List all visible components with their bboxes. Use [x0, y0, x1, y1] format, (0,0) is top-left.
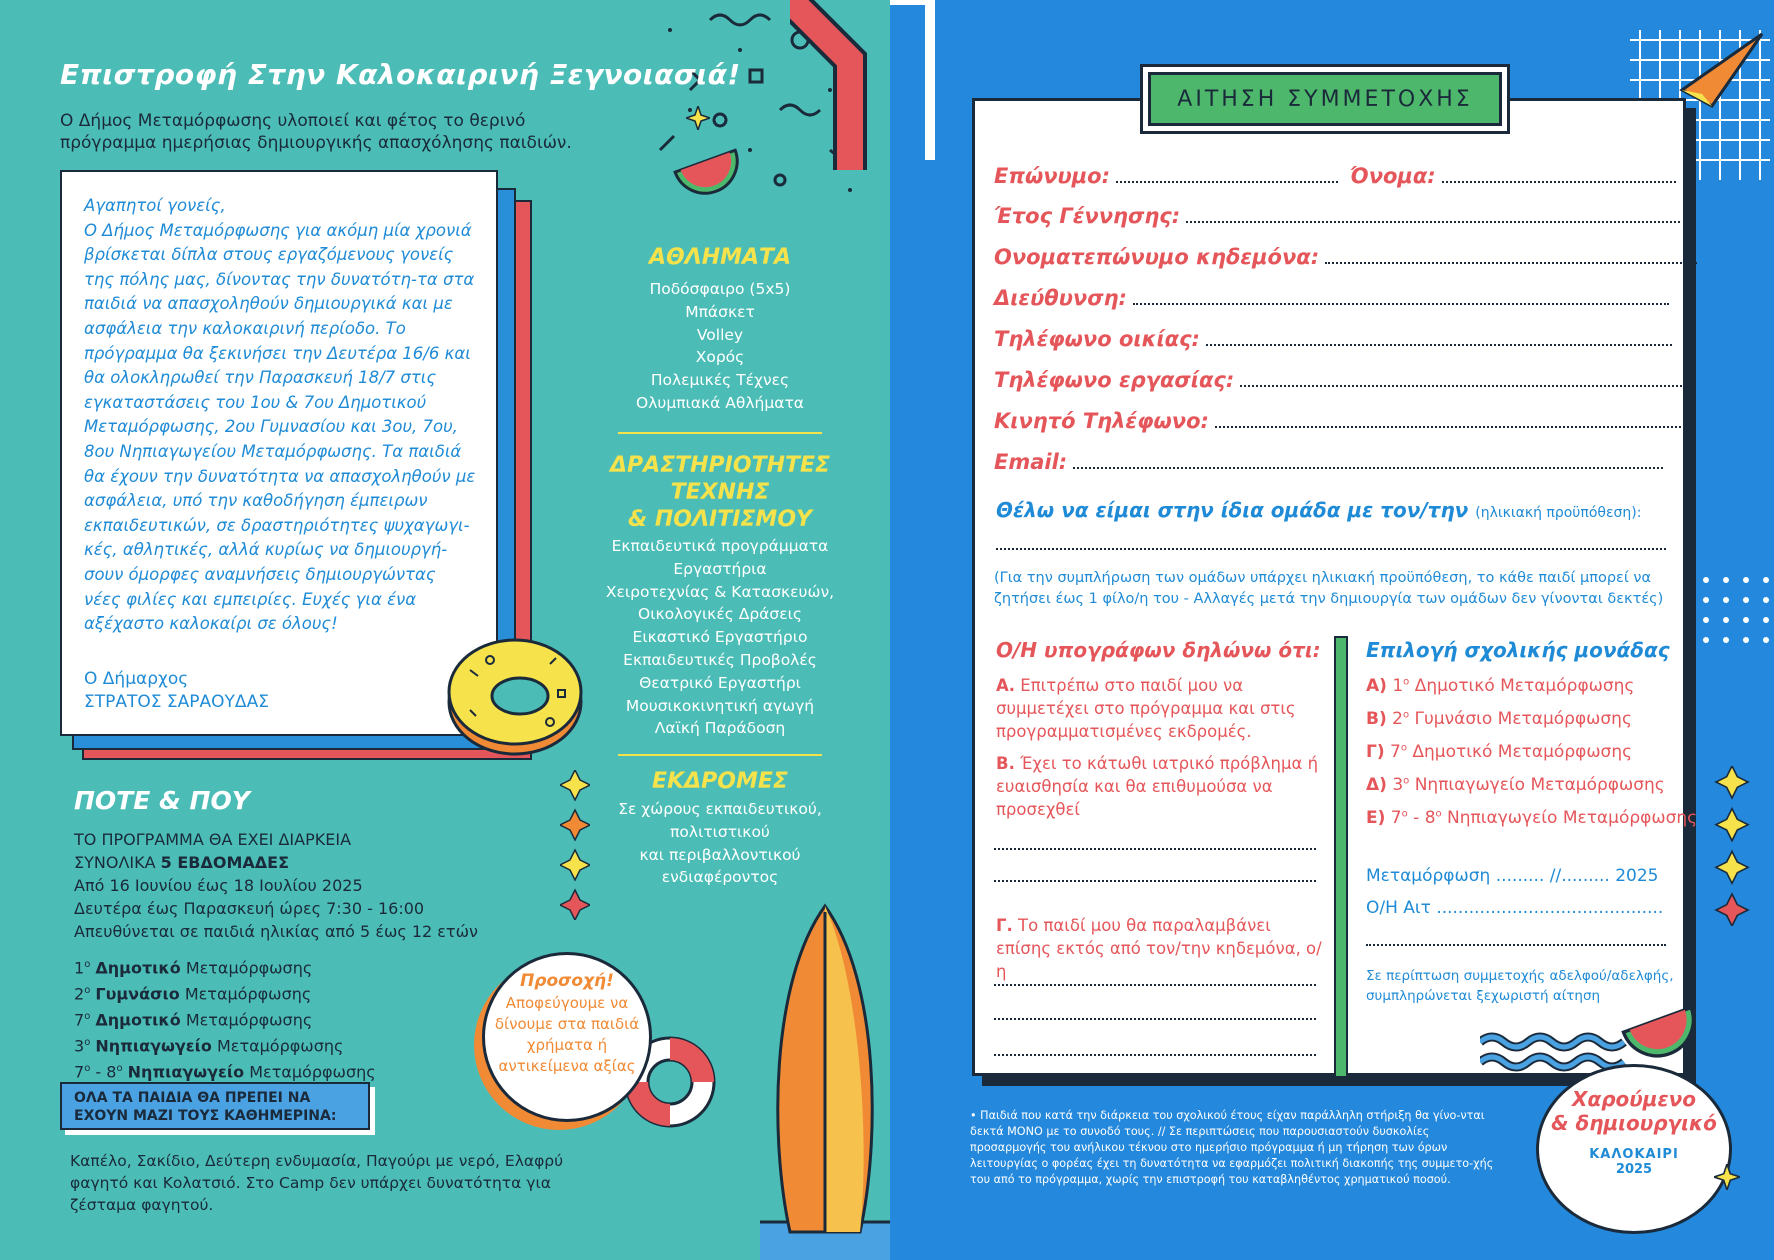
- trips-item: πολιτιστικού: [670, 822, 770, 841]
- sports-item: Volley: [696, 325, 744, 344]
- daily-items-notice: ΟΛΑ ΤΑ ΠΑΙΔΙΑ ΘΑ ΠΡΕΠΕΙ ΝΑ ΕΧΟΥΝ ΜΑΖΙ ΤΟΥΣ ΚΑΘΗΜΕΡΙΝΑ:: [60, 1082, 370, 1130]
- trips-item: και περιβαλλοντικού: [639, 845, 801, 864]
- watermelon-icon: [1620, 996, 1710, 1086]
- school-option[interactable]: Β) $2^o$ Γυμνάσιο Μεταμόρφωσης: [1366, 709, 1632, 729]
- arts-item: Θεατρικό Εργαστήρι: [639, 673, 801, 692]
- address-line[interactable]: [1133, 289, 1669, 305]
- declare-c-label: Γ.: [996, 916, 1013, 935]
- declare-c-text: Το παιδί μου θα παραλαμβάνει επίσης εκτός από τον/την κηδεμόνα, ο/η: [996, 916, 1322, 981]
- headline: Επιστροφή Στην Καλοκαιρινή Ξεγνοιασιά!: [60, 58, 741, 91]
- footnote: • Παιδιά που κατά την διάρκεια του σχολικού έτους είχαν παράλληλη στήριξη θα γίνο-νται δεκτά ΜΟΝΟ με το συνοδό τους. // Σε περιπτώσεις που παρουσιαστούν δυσκολίες προσαρμογής του ανήλικου τέκνου στο ημερήσιο πρόγραμμα ή μη τήρηση των όρων λειτουργίας ο φορέας έχει τη δυνατότητα να εφαρμόζει πολιτική διακοπής της συμμετο-χής του από το πρόγραμμα, χωρίς την επιστροφή του καταβληθέντος χρηματικού ποσού.: [970, 1109, 1494, 1186]
- mobile-line[interactable]: [1215, 412, 1681, 428]
- declare-c-line[interactable]: [994, 1054, 1316, 1056]
- divider: [618, 432, 822, 434]
- sports-item: Ολυμπιακά Αθλήματα: [636, 393, 804, 412]
- email-label: Email:: [994, 450, 1068, 474]
- surname-field[interactable]: [994, 164, 1676, 188]
- email-field[interactable]: [994, 450, 1663, 474]
- sports-item: Χορός: [695, 348, 745, 367]
- signature-line[interactable]: [1366, 944, 1666, 946]
- birth-year-line[interactable]: [1186, 207, 1680, 223]
- diamond-sparkles-icon: [560, 770, 590, 920]
- when-line-2: [74, 851, 514, 874]
- school-item: $7^o - 8^o$ Νηπιαγωγείο Μεταμόρφωσης: [74, 1062, 376, 1082]
- school-option[interactable]: Ε) $7^o - 8^o$ Νηπιαγωγείο Μεταμόρφωσης: [1366, 808, 1698, 828]
- declare-title: Ο/Η υπογράφων δηλώνω ότι:: [996, 638, 1321, 662]
- trips-item: Σε χώρους εκπαιδευτικού,: [618, 800, 822, 818]
- school-option[interactable]: Δ) $3^o$ Νηπιαγωγείο Μεταμόρφωσης: [1366, 775, 1665, 795]
- mobile-field[interactable]: [994, 409, 1681, 433]
- daily-items-list: Καπέλο, Σακίδιο, Δεύτερη ενδυμασία, Παγούρι με νερό, Ελαφρύ φαγητό και Κολατσιό. Στο Camp δεν υπάρχει δυνατότητα για ζέσταμα φαγητού.: [70, 1152, 564, 1214]
- when-where-title: ΠΟΤΕ & ΠΟΥ: [74, 786, 250, 815]
- sibling-note: Σε περίπτωση συμμετοχής αδελφού/αδελφής, συμπληρώνεται ξεχωριστή αίτηση: [1366, 968, 1674, 1004]
- name-label: Όνομα:: [1349, 164, 1436, 188]
- mayor-letter: [60, 170, 498, 736]
- letter-signature: [84, 668, 269, 714]
- badge-line-3: ΚΑΛΟΚΑΙΡΙ: [1589, 1147, 1679, 1162]
- when-line-2b: 5 ΕΒΔΟΜΑΔΕΣ: [160, 853, 289, 872]
- surfboard-icon: [760, 902, 890, 1260]
- badge-line-4: 2025: [1615, 1162, 1653, 1177]
- surname-label: Επώνυμο:: [994, 164, 1110, 188]
- same-team-label: [996, 498, 1641, 522]
- birth-year-field[interactable]: [994, 204, 1680, 228]
- arts-item: Εικαστικό Εργαστήριο: [632, 628, 808, 647]
- declare-a-label: Α.: [996, 676, 1016, 695]
- school-item: $3^o$ Νηπιαγωγείο Μεταμόρφωσης: [74, 1036, 344, 1056]
- age-note: (Για την συμπλήρωση των ομάδων υπάρχει ηλικιακή προϋπόθεση, το κάθε παιδί μπορεί να ζητήσει έως 1 φίλο/η του - Αλλαγές μετά την δημιουργία των ομάδων δεν γίνονται δεκτές): [994, 570, 1664, 607]
- declare-c-line[interactable]: [994, 1018, 1316, 1020]
- school-choice-title: Επιλογή σχολικής μονάδας: [1366, 638, 1670, 662]
- arts-title-3: & ΠΟΛΙΤΙΣΜΟΥ: [628, 507, 812, 532]
- form-title: ΑΙΤΗΣΗ ΣΥΜΜΕΤΟΧΗΣ: [1148, 72, 1502, 126]
- trips-title: ΕΚΔΡΟΜΕΣ: [652, 769, 788, 794]
- arts-list: [595, 535, 845, 740]
- surname-line[interactable]: [1116, 167, 1338, 183]
- declare-a: [996, 674, 1326, 743]
- attention-text: Αποφεύγουμε να δίνουμε στα παιδιά χρήματα ή αντικείμενα αξίας: [494, 994, 640, 1075]
- home-phone-line[interactable]: [1206, 330, 1672, 346]
- arts-item: Εκπαιδευτικά προγράμματα: [611, 537, 829, 555]
- column-divider-bar: [1334, 636, 1348, 1078]
- guardian-label: Ονοματεπώνυμο κηδεμόνα:: [994, 245, 1320, 269]
- same-team-note: (ηλικιακή προϋπόθεση):: [1475, 505, 1642, 521]
- badge-line-2: & δημιουργικό: [1551, 1111, 1717, 1135]
- intro-text: Ο Δήμος Μεταμόρφωσης υλοποιεί και φέτος το θερινό πρόγραμμα ημερήσιας δημιουργικής απασχόλησης παιδιών.: [60, 111, 572, 153]
- sparkle-icon: [1714, 1164, 1740, 1190]
- sports-item: Πολεμικές Τέχνες: [650, 371, 790, 390]
- sparkle-icon: [686, 106, 710, 130]
- declare-b-label: Β.: [996, 754, 1015, 773]
- school-item: $7^o$ Δημοτικό Μεταμόρφωσης: [74, 1010, 313, 1030]
- declare-b-line[interactable]: [994, 848, 1316, 850]
- stripe-decoration-icon: [790, 0, 890, 170]
- name-line[interactable]: [1442, 167, 1676, 183]
- arts-item: Λαϊκή Παράδοση: [654, 719, 786, 738]
- declare-b-text: Έχει το κάτωθι ιατρικό πρόβλημα ή ευαισθησία και θα επιθυμούσα να προσεχθεί: [996, 754, 1319, 819]
- sports-list: [595, 278, 845, 415]
- work-phone-line[interactable]: [1240, 371, 1686, 387]
- trips-list: [595, 798, 845, 889]
- work-phone-field[interactable]: [994, 368, 1686, 392]
- mayor-name: ΣΤΡΑΤΟΣ ΣΑΡΑΟΥΔΑΣ: [84, 692, 269, 712]
- divider: [618, 754, 822, 756]
- home-phone-label: Τηλέφωνο οικίας:: [994, 327, 1200, 351]
- arts-title-1: ΔΡΑΣΤΗΡΙΟΤΗΤΕΣ: [609, 453, 831, 478]
- school-option[interactable]: Γ) $7^o$ Δημοτικό Μεταμόρφωσης: [1366, 742, 1633, 762]
- school-item: $2^o$ Γυμνάσιο Μεταμόρφωσης: [74, 984, 312, 1004]
- when-line-3: Από 16 Ιουνίου έως 18 Ιουλίου 2025: [74, 876, 363, 895]
- arts-item: Εκπαιδευτικές Προβολές: [623, 650, 817, 669]
- address-field[interactable]: [994, 286, 1669, 310]
- work-phone-label: Τηλέφωνο εργασίας:: [994, 368, 1235, 392]
- guardian-line[interactable]: [1325, 248, 1697, 264]
- letter-body: Ο Δήμος Μεταμόρφωσης για ακόμη μία χρονιά βρίσκεται δίπλα στους εργαζόμενους γονείς της πόλης μας, δίνοντας την δυνατότη-τα στα παιδιά να απασχοληθούν δημιουργικά και με ασφάλεια την καλοκαιρινή περίοδο. Το πρόγραμμα θα ξεκινήσει την Δευτέρα 16/6 και θα ολοκληρωθεί την Παρασκευή 18/7 στις εγκαταστάσεις του 1ου & 7ου Δημοτικού Μεταμόρφωσης, 2ου Γυμνασίου και 3ου, 7ου, 8ου Νηπιαγωγείου Μεταμόρφωσης. Τα παιδιά θα έχουν την δυνατότητα να απασχοληθούν με ασφάλεια, υπό την καθοδήγηση έμπειρων εκπαιδευτικών, σε δραστηριότητες ψυχαγωγι-κές, αθλητικές, αλλά κυρίως να δημιουργή-σουν όμορφες αναμνήσεις δημιουργώντας νέες φιλίες και εμπειρίες. Ευχές για ένα αξέχαστο καλοκαίρι σε όλους!: [84, 220, 476, 634]
- same-team-text: Θέλω να είμαι στην ίδια ομάδα με τον/την: [996, 498, 1469, 522]
- when-line-1: ΤΟ ΠΡΟΓΡΑΜΜΑ ΘΑ ΕΧΕΙ ΔΙΑΡΚΕΙΑ: [74, 830, 352, 849]
- place-date-field[interactable]: Μεταμόρφωση ......... //......... 2025: [1366, 866, 1659, 886]
- arts-item: Εργαστήρια: [673, 559, 767, 578]
- home-phone-field[interactable]: [994, 327, 1672, 351]
- school-list: [74, 954, 376, 1084]
- letter-greeting: Αγαπητοί γονείς,: [84, 196, 226, 215]
- email-line[interactable]: [1073, 453, 1663, 469]
- when-line-4: Δευτέρα έως Παρασκευή ώρες 7:30 - 16:00: [74, 899, 425, 918]
- attention-title: Προσοχή!: [520, 971, 614, 991]
- guardian-field[interactable]: [994, 245, 1697, 269]
- declare-c-line[interactable]: [994, 984, 1316, 986]
- summer-badge: [1536, 1064, 1732, 1234]
- badge-line-1: Χαρούμενο: [1572, 1087, 1696, 1111]
- same-team-line[interactable]: [996, 548, 1666, 550]
- when-line-2a: ΣΥΝΟΛΙΚΑ: [74, 853, 161, 872]
- swoosh-decoration-icon: [890, 0, 970, 180]
- arts-item: Μουσικοκινητική αγωγή: [625, 696, 815, 715]
- school-option[interactable]: Α) $1^o$ Δημοτικό Μεταμόρφωσης: [1366, 676, 1635, 696]
- school-item: $1^o$ Δημοτικό Μεταμόρφωσης: [74, 958, 313, 978]
- mayor-role: Ο Δήμαρχος: [84, 669, 189, 689]
- declare-c: [996, 914, 1326, 983]
- declare-b: [996, 752, 1326, 821]
- arts-title-2: ΤΕΧΝΗΣ: [670, 480, 770, 505]
- cone-icon: [1672, 30, 1772, 110]
- when-where-details: [74, 828, 514, 943]
- attention-circle: [482, 952, 652, 1122]
- signature-field[interactable]: Ο/Η Αιτ ..........................................: [1366, 898, 1664, 918]
- swim-ring-icon: [440, 630, 590, 760]
- address-label: Διεύθυνση:: [994, 286, 1127, 310]
- arts-title: [595, 452, 845, 533]
- watermelon-icon: [672, 140, 752, 220]
- trips-item: ενδιαφέροντος: [661, 868, 779, 887]
- declare-a-text: Επιτρέπω στο παιδί μου να συμμετέχει στο πρόγραμμα και στις προγραμματισμένες εκδρομές.: [996, 676, 1296, 741]
- mobile-label: Κινητό Τηλέφωνο:: [994, 409, 1209, 433]
- arts-item: Χειροτεχνίας & Κατασκευών,: [605, 582, 835, 601]
- birth-year-label: Έτος Γέννησης:: [994, 204, 1181, 228]
- sports-item: Μπάσκετ: [685, 302, 755, 321]
- sports-title: ΑΘΛΗΜΑΤΑ: [648, 245, 792, 270]
- declare-b-line[interactable]: [994, 880, 1316, 882]
- diamond-sparkles-icon: [1714, 766, 1750, 926]
- sports-item: Ποδόσφαιρο (5x5): [649, 280, 791, 298]
- when-line-5: Απευθύνεται σε παιδιά ηλικίας από 5 έως 12 ετών: [74, 922, 478, 941]
- arts-item: Οικολογικές Δράσεις: [638, 605, 802, 624]
